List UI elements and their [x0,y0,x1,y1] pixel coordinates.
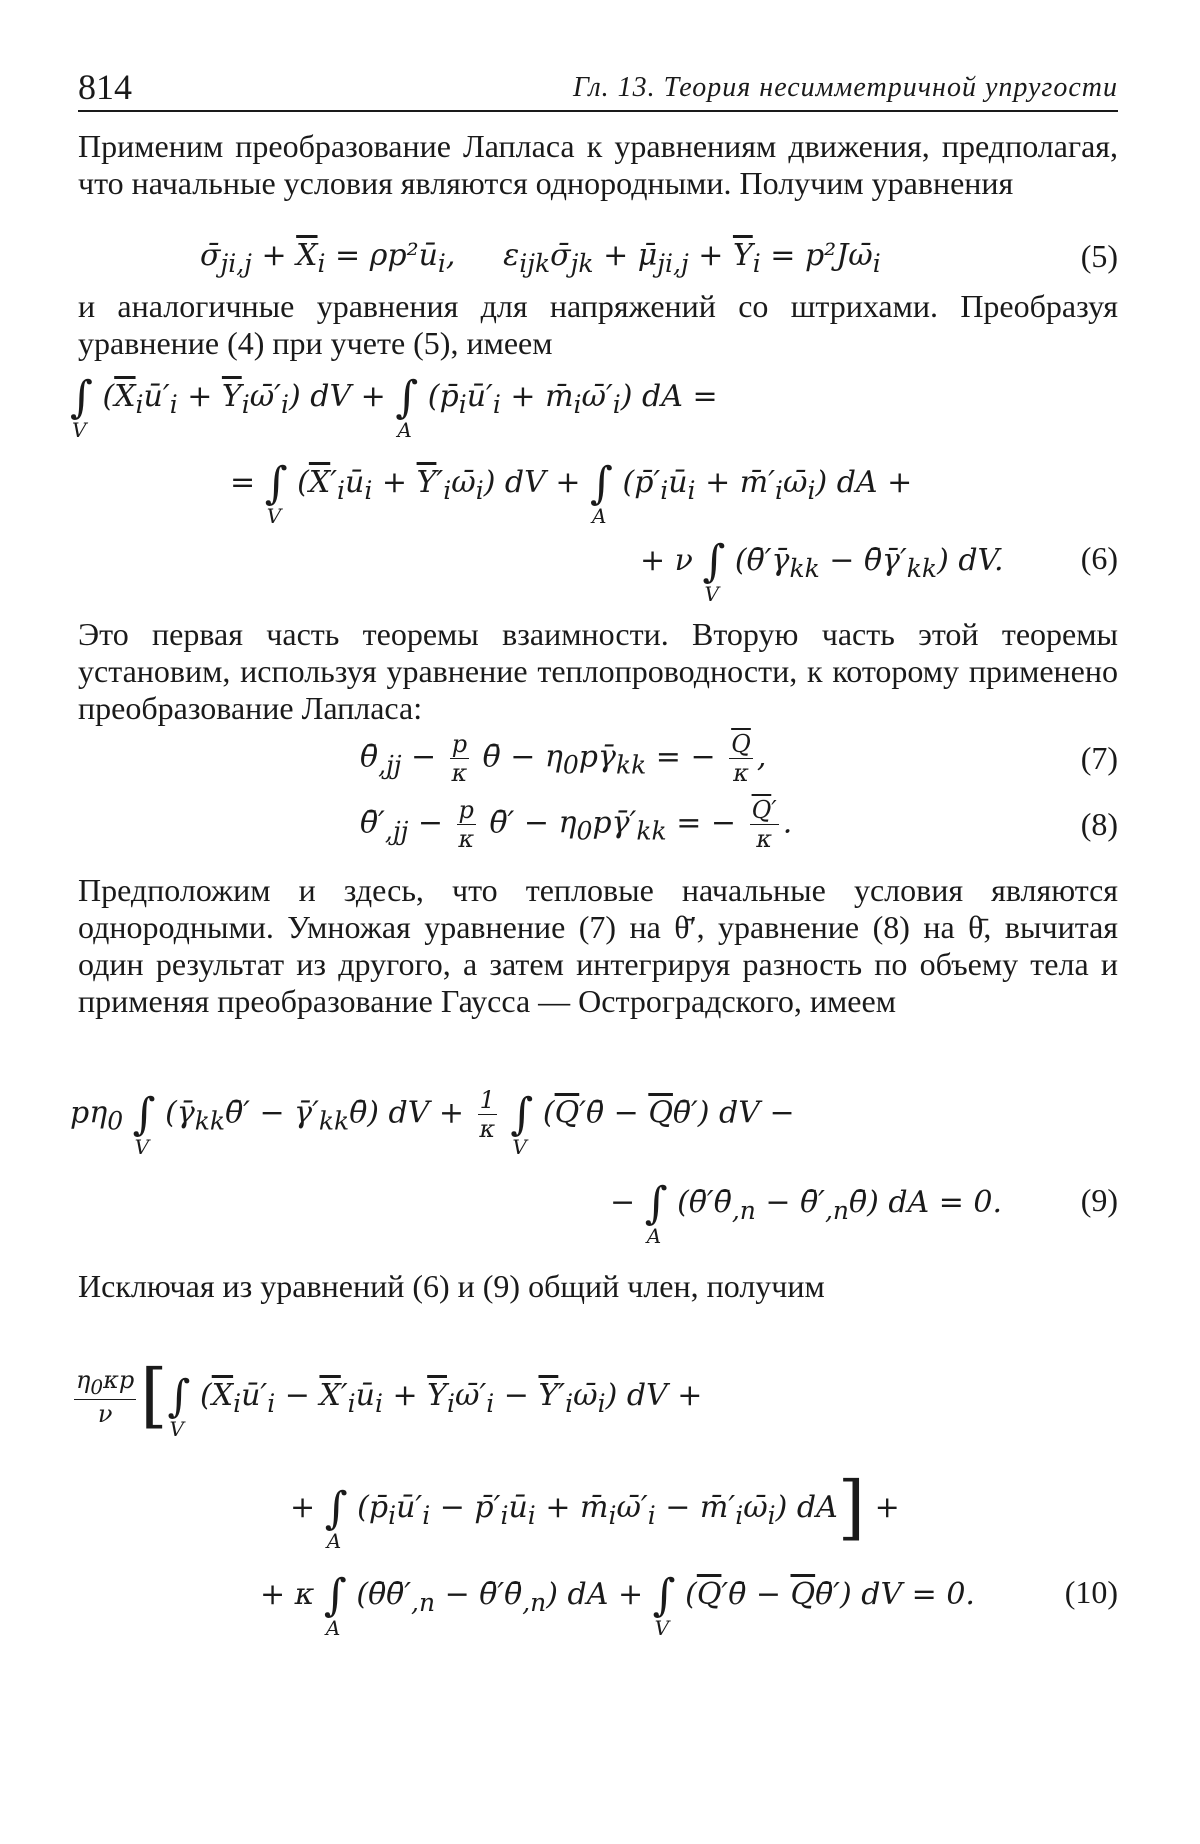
equation-9-line-1: $p\eta_0$ ∫ V ($\gammā_{kk}\thetā'$ − $\gammā'_{kk}\thetā$) dV + $\frac{1}{\kappa}$ ∫ V ($\overline{Q}'\thetā$ − $\overline{Q}\thetā'$) dV − [70,1086,795,1159]
equation-6-line-2: = ∫ V ($\overline{X}'_iū_i$ + $\overline{Y}'_i\omegā_i$) dV + ∫ A ($p̄'_iū_i$ + $m̄'_i\omegā_i$) dA + [230,458,913,528]
equation-10-line-1: $\frac{\eta_0\kappa p}{\nu}$ [∫ V ($\overline{X}_iū'_i$ − $\overline{X}'_iū_i$ + $\overline{Y}_i\omegā'_i$ − $\overline{Y}'_i\omegā_i$) dV + [76,1354,703,1441]
paragraph-thermal: Предположим и здесь, что тепловые начальные условия являются однородными. Умножая уравнение (7) на θ̄′, уравнение (8) на θ̄, вычитая один результат из другого, а затем интегрируя разность по объему тела и применяя преобразование Гаусса — Остроградского, имеем [78,872,1118,1019]
equation-8: $\thetā'_{,jj}$ − $\frac{p}{\kappa}$ θ̄′ − $\eta_0p\gammā'_{kk}$ = − $\frac{\overline{Q}'}{\kappa}$ . [360,796,793,853]
paragraph-elimination: Исключая из уравнений (6) и (9) общий член, получим [78,1268,825,1304]
equation-number-9: (9) [1080,1182,1118,1218]
equation-9-line-2: − ∫ A ($\thetā'\thetā_{,n}$ − $\thetā'_{,n}\thetā$) dA = 0. [610,1178,1003,1248]
paragraph-intro: Применим преобразование Лапласа к уравнениям движения, предполагая, что начальные условия являются однородными. Получим уравнения [78,128,1118,201]
paragraph-reciprocity: Это первая часть теоремы взаимности. Вторую часть этой теоремы установим, используя уравнение теплопроводности, к которому применено преобразование Лапласа: [78,616,1118,726]
equation-10-line-2: + ∫ A ($p̄_iū'_i$ − $p̄'_iū_i$ + $m̄_i\omegā'_i$ − $m̄'_i\omegā_i$) dA] + [290,1466,900,1553]
equation-number-10: (10) [1064,1574,1118,1610]
paragraph-after-eq5: и аналогичные уравнения для напряжений со штрихами. Преобразуя уравнение (4) при учете (5), имеем [78,288,1118,361]
page-header [78,60,1118,112]
running-title: Гл. 13. Теория несимметричной упругости [573,72,1118,103]
equation-7: $\thetā_{,jj}$ − $\frac{p}{\kappa}$ θ̄ − $\eta_0p\gammā_{kk}$ = − $\frac{\overline{Q}}{\kappa}$ , [360,730,767,787]
equation-number-8: (8) [1080,806,1118,842]
equation-5: $\sigmā_{ji,j} + \overline{X}_i$ = $\rho p^2ū_i$, $\varepsilon_{ijk}\sigmā_{jk}$ + $\mū_{ji,j} + \overline{Y}_i$ = $p^2J\omegā_i$ [200,238,881,278]
equation-10-line-3: + κ ∫ A ($\thetā\thetā'_{,n}$ − $\thetā'\thetā_{,n}$) dA + ∫ V ($\overline{Q}'\thetā$ − $\overline{Q}\thetā'$) dV = 0. [260,1570,975,1640]
equation-6-line-1: ∫ V ($\overline{X}_iū'_i$ + $\overline{Y}_i\omegā'_i$) dV + ∫ A ($p̄_iū'_i$ + $m̄_i\omegā'_i$) dA = [70,372,718,442]
equation-6-line-3: + ν ∫ V ($\thetā'\gammā_{kk}$ − $\thetā\gammā'_{kk}$) dV. [640,536,1004,606]
equation-number-6: (6) [1080,540,1118,576]
equation-number-5: (5) [1080,238,1118,274]
equation-number-7: (7) [1080,740,1118,776]
page-number: 814 [78,67,132,107]
